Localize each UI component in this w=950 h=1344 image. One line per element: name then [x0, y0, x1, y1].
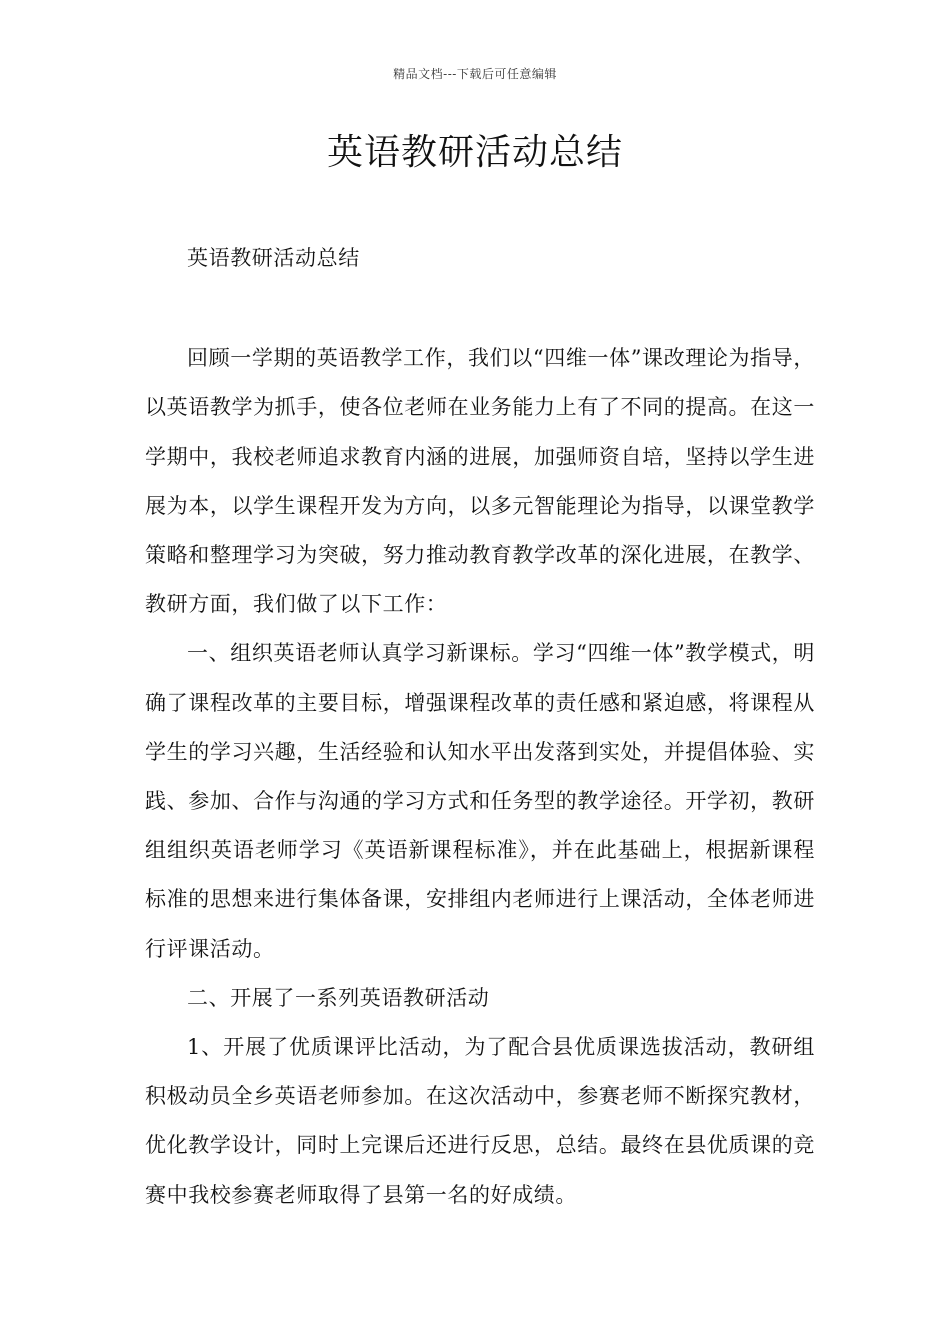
document-subtitle: 英语教研活动总结	[187, 246, 360, 270]
paragraph-intro: 回顾一学期的英语教学工作，我们以“四维一体”课改理论为指导，以英语教学为抓手，使各位老师在业务能力上有了不同的提高。在这一学期中，我校老师追求教育内涵的进展，加强师资自培，坚持以学生进展为本，以学生课程开发为方向，以多元智能理论为指导，以课堂教学策略和整理学习为突破，努力推动教育教学改革的深化进展，在教学、教研方面，我们做了以下工作：	[145, 346, 815, 617]
document-body	[145, 234, 815, 1220]
document-title: 英语教研活动总结	[326, 132, 623, 173]
page-header-note: 精品文档---下载后可任意编辑	[393, 67, 557, 81]
paragraph-section-two-item-one: 1、开展了优质课评比活动，为了配合县优质课选拔活动，教研组积极动员全乡英语老师参加。在这次活动中，参赛老师不断探究教材，优化教学设计，同时上完课后还进行反思，总结。最终在县优质课的竞赛中我校参赛老师取得了县第一名的好成绩。	[145, 1035, 815, 1207]
paragraph-section-two-heading: 二、开展了一系列英语教研活动	[187, 985, 490, 1010]
paragraph-section-one: 一、组织英语老师认真学习新课标。学习“四维一体”教学模式，明确了课程改革的主要目标，增强课程改革的责任感和紧迫感，将课程从学生的学习兴趣，生活经验和认知水平出发落到实处，并提倡体验、实践、参加、合作与沟通的学习方式和任务型的教学途径。开学初，教研组组织英语老师学习《英语新课程标准》，并在此基础上，根据新课程标准的思想来进行集体备课，安排组内老师进行上课活动，全体老师进行评课活动。	[145, 641, 815, 961]
